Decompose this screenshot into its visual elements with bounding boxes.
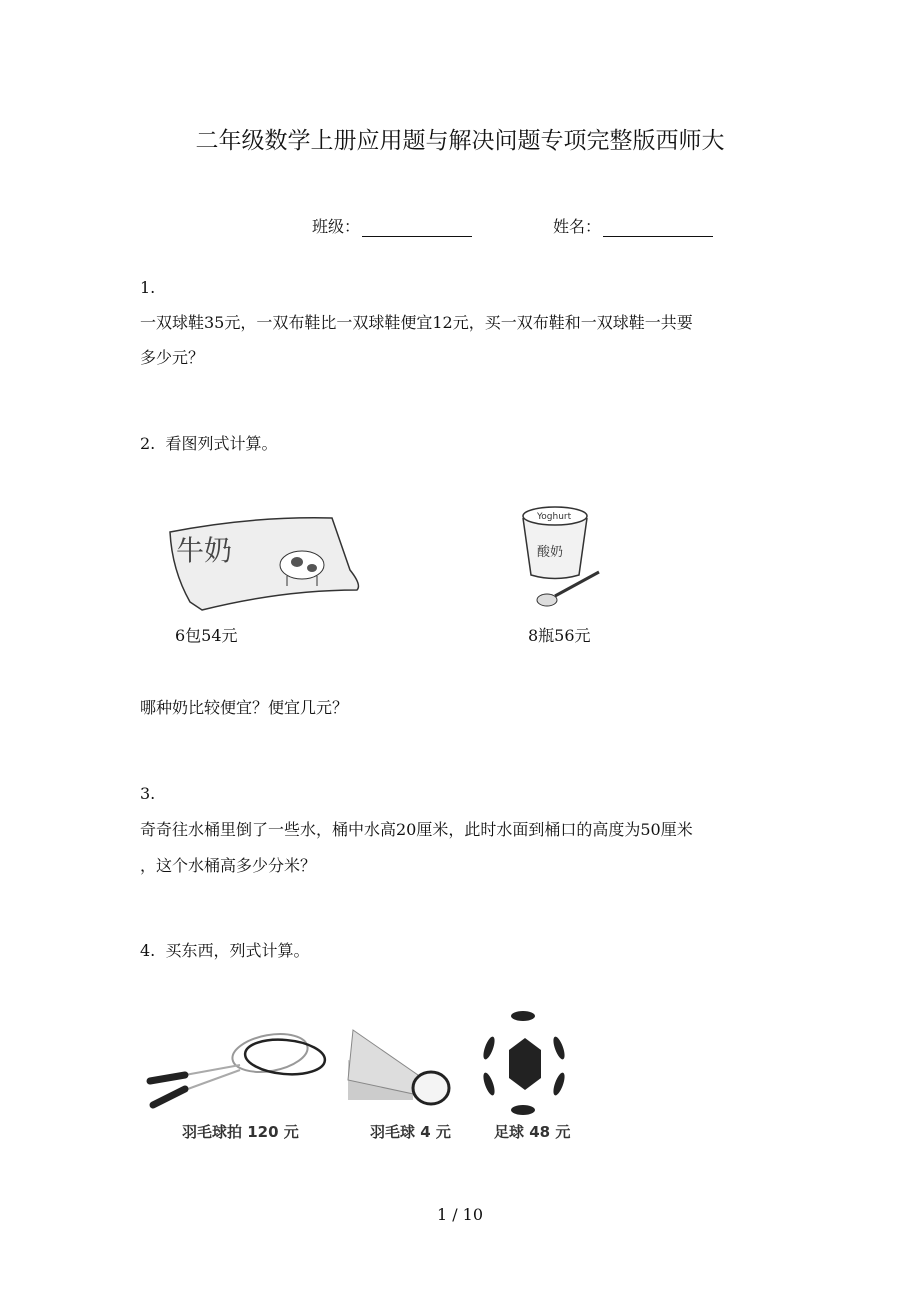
shuttlecock-caption: 羽毛球 4 元 [370, 1123, 451, 1141]
name-field [553, 217, 713, 237]
yogurt-cup-image [515, 500, 610, 615]
class-blank[interactable] [362, 220, 472, 237]
page-number: 1 / 10 [436, 1205, 484, 1224]
q4-number: 4. [140, 941, 156, 960]
q3-number: 3. [140, 784, 156, 803]
q1-line: 一双球鞋35元，一双布鞋比一双球鞋便宜12元，买一双布鞋和一双球鞋一共要 [140, 313, 693, 332]
yogurt-lid-text: Yoghurt [537, 512, 572, 522]
class-field [312, 217, 472, 237]
q4-prompt: 买东西，列式计算。 [165, 941, 310, 960]
name-label: 姓名： [553, 217, 602, 236]
class-label: 班级： [312, 217, 361, 236]
page-title: 二年级数学上册应用题与解决问题专项完整版西师大 [195, 128, 725, 154]
milk-pack-text: 牛奶 [176, 534, 233, 567]
name-blank[interactable] [603, 220, 713, 237]
milk-pack-image [162, 510, 367, 620]
racket-caption: 羽毛球拍 120 元 [182, 1123, 299, 1141]
q2-question: 哪种奶比较便宜？便宜几元？ [140, 698, 349, 717]
q3-line: ，这个水桶高多少分米？ [140, 856, 317, 875]
q1-number: 1. [140, 278, 156, 297]
q2-heading [140, 434, 277, 454]
soccer-ball-caption: 足球 48 元 [494, 1123, 571, 1141]
milk-caption: 6包54元 [175, 626, 238, 645]
yogurt-cup-text: 酸奶 [537, 545, 564, 560]
q4-heading [140, 941, 309, 961]
q2-prompt: 看图列式计算。 [165, 434, 278, 453]
q1-line: 多少元？ [140, 348, 205, 367]
yogurt-caption: 8瓶56元 [528, 626, 591, 645]
q3-line: 奇奇往水桶里倒了一些水，桶中水高20厘米，此时水面到桶口的高度为50厘米 [140, 820, 693, 839]
shuttlecock-image [343, 1020, 453, 1115]
q2-number: 2. [140, 434, 156, 453]
soccer-ball-image [475, 1008, 575, 1118]
racket-image [145, 1025, 335, 1115]
